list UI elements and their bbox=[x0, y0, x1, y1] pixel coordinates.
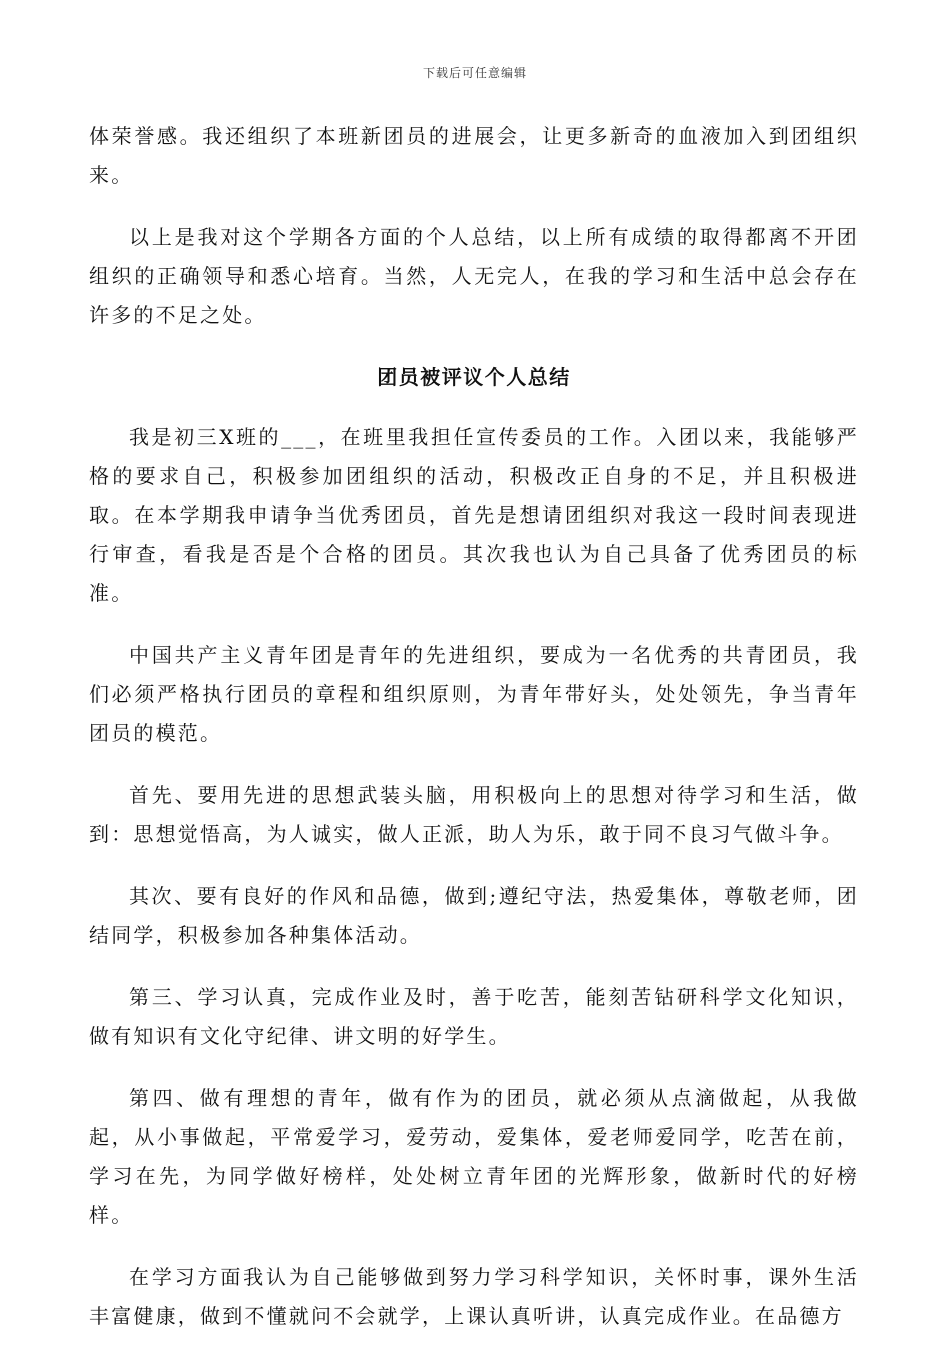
section-title: 团员被评议个人总结 bbox=[377, 365, 571, 389]
paragraph-league: 中国共产主义青年团是青年的先进组织，要成为一名优秀的共青团员，我们必须严格执行团员的章程和组织原则，为青年带好头，处处领先，争当青年团员的模范。 bbox=[89, 643, 859, 745]
document-body bbox=[89, 117, 859, 1359]
paragraph-fourth: 第四、做有理想的青年，做有作为的团员，就必须从点滴做起，从我做起，从小事做起，平常爱学习，爱劳动，爱集体，爱老师爱同学，吃苦在前，学习在先，为同学做好榜样，处处树立青年团的光辉形象，做新时代的好榜样。 bbox=[89, 1086, 859, 1227]
paragraph-second: 其次、要有良好的作风和品德，做到;遵纪守法，热爱集体，尊敬老师，团结同学，积极参加各种集体活动。 bbox=[89, 884, 859, 947]
paragraph-intro: 我是初三X班的___，在班里我担任宣传委员的工作。入团以来，我能够严格的要求自己，积极参加团组织的活动，积极改正自身的不足，并且积极进取。在本学期我申请争当优秀团员，首先是想请团组织对我这一段时间表现进行审查，看我是否是个合格的团员。其次我也认为自己具备了优秀团员的标准。 bbox=[89, 425, 859, 605]
paragraph-third: 第三、学习认真，完成作业及时，善于吃苦，能刻苦钻研科学文化知识，做有知识有文化守纪律、讲文明的好学生。 bbox=[89, 985, 859, 1048]
paragraph-study: 在学习方面我认为自己能够做到努力学习科学知识，关怀时事，课外生活丰富健康，做到不懂就问不会就学，上课认真听讲，认真完成作业。在品德方 bbox=[89, 1265, 859, 1328]
page-header: 下载后可任意编辑 bbox=[422, 66, 527, 80]
paragraph-summary: 以上是我对这个学期各方面的个人总结，以上所有成绩的取得都离不开团组织的正确领导和悉心培育。当然，人无完人，在我的学习和生活中总会存在许多的不足之处。 bbox=[89, 225, 859, 327]
paragraph-first: 首先、要用先进的思想武装头脑，用积极向上的思想对待学习和生活，做到：思想觉悟高，为人诚实，做人正派，助人为乐，敢于同不良习气做斗争。 bbox=[89, 783, 859, 846]
paragraph-continued: 体荣誉感。我还组织了本班新团员的进展会，让更多新奇的血液加入到团组织来。 bbox=[89, 124, 859, 187]
